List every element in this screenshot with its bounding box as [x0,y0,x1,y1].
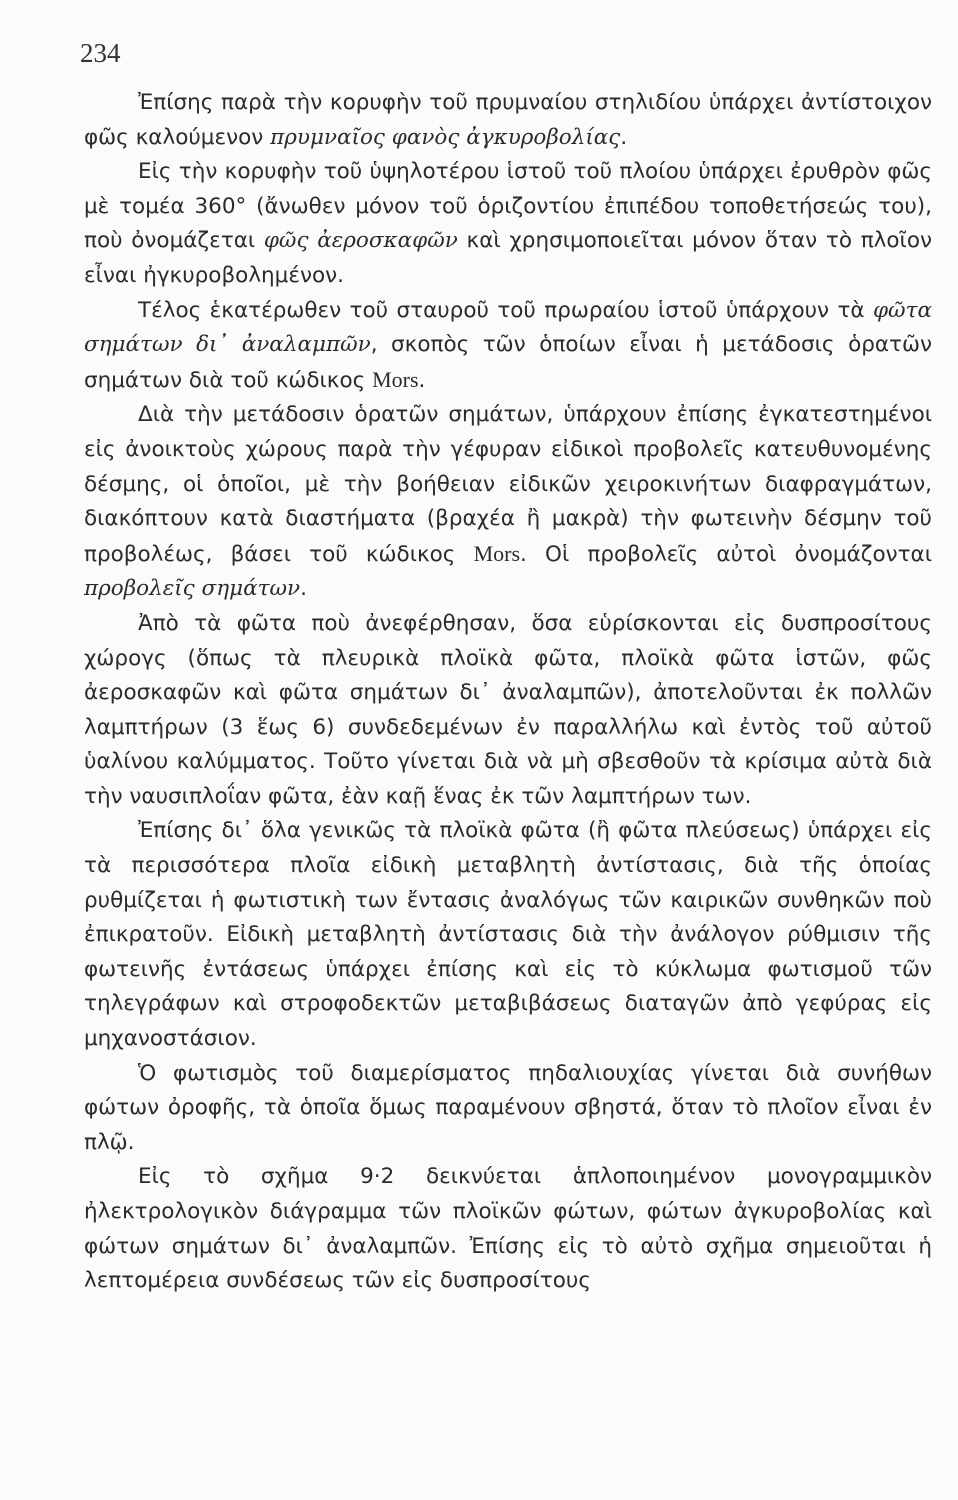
italic-term: προβολεῖς σημάτων [84,576,301,602]
italic-term: φῶτα σημάτων δι᾽ ἀναλαμπῶν [84,297,932,358]
text-run: Ἐπίσης παρὰ τὴν κορυφὴν τοῦ πρυμναίου στηλιδίου ὑπάρχει ἀντίστοιχον φῶς καλούμενον [84,90,932,150]
paragraph [84,607,932,815]
text-run: Τέλος ἑκατέρωθεν τοῦ σταυροῦ τοῦ πρωραίου ἱστοῦ ὑπάρχουν τὰ [138,297,873,323]
paragraph [84,398,932,607]
latin-term: Mors [473,540,521,566]
body-text [84,86,932,1299]
paragraph [84,1057,932,1161]
text-run: Ἀπὸ τὰ φῶτα ποὺ ἀνεφέρθησαν, ὅσα εὑρίσκονται εἰς δυσπροσίτους χώρογς (ὅπως τὰ πλευρικὰ πλοϊκὰ φῶτα, πλοϊκὰ φῶτα ἱστῶν, φῶς ἀεροσκαφῶν καὶ φῶτα σημάτων δι᾽ ἀναλαμπῶν), ἀποτελοῦνται ἐκ πολλῶν λαμπτήρων (3 ἕως 6) συνδεδεμένων ἐν παραλλήλω καὶ ἐντὸς τοῦ αὐτοῦ ὑαλίνου καλύμματος. Τοῦτο γίνεται διὰ νὰ μὴ σβεσθοῦν τὰ κρίσιμα αὐτὰ διὰ τὴν ναυσιπλοΐαν φῶτα, ἐὰν καῇ ἕνας ἐκ τῶν λαμπτήρων των. [84,610,932,809]
paragraph [84,814,932,1056]
paragraph [84,86,932,155]
italic-term: πρυμναῖος φανὸς ἀγκυροβολίας [270,124,621,150]
text-run: Ὁ φωτισμὸς τοῦ διαμερίσματος πηδαλιουχίας γίνεται διὰ συνήθων φώτων ὀροφῆς, τὰ ὁποῖα ὅμως παραμένουν σβηστά, ὅταν τὸ πλοῖον εἶναι ἐν πλῷ. [84,1060,932,1155]
text-run: Ἐπίσης δι᾽ ὅλα γενικῶς τὰ πλοϊκὰ φῶτα (ἢ φῶτα πλεύσεως) ὑπάρχει εἰς τὰ περισσότερα πλοῖα εἰδικὴ μεταβλητὴ ἀντίστασις, διὰ τῆς ὁποίας ρυθμίζεται ἡ φωτιστικὴ των ἔντασις ἀναλόγως τῶν καιρικῶν συνθηκῶν ποὺ ἐπικρατοῦν. Εἰδικὴ μεταβλητὴ ἀντίστασις διὰ τὴν ἀνάλογον ρύθμισιν τῆς φωτεινῆς ἐντάσεως ὑπάρχει ἐπίσης καὶ εἰς τὸ κύκλωμα φωτισμοῦ τῶν τηλεγράφων καὶ στροφοδεκτῶν μεταβιβάσεως διαταγῶν ἀπὸ γεφύρας εἰς μηχανοστάσιον. [84,818,932,1052]
paragraph [84,1160,932,1298]
text-run: Εἰς τὸ σχῆμα 9·2 δεικνύεται ἁπλοποιημένον μονογραμμικὸν ἠλεκτρολογικὸν διάγραμμα τῶν πλοϊκῶν φώτων, φώτων ἀγκυροβολίας καὶ φώτων σημάτων δι᾽ ἀναλαμπῶν. Ἐπίσης εἰς τὸ αὐτὸ σχῆμα σημειοῦται ἡ λεπτομέρεια συνδέσεως τῶν εἰς δυσπροσίτους [84,1164,932,1294]
text-run: . Οἱ προβολεῖς αὐτοὶ ὀνομάζονται [520,541,933,567]
text-run: καὶ χρησιμοποιεῖται μόνον ὅταν τὸ πλοῖον εἶναι ἠγκυροβολημένον. [84,228,932,288]
text-run: Εἰς τὴν κορυφὴν τοῦ ὑψηλοτέρου ἱστοῦ τοῦ πλοίου ὑπάρχει ἐρυθρὸν φῶς μὲ τομέα 360° (ἄνωθεν μόνον τοῦ ὁριζοντίου ἐπιπέδου τοποθετήσεώς του), ποὺ ὀνομάζεται [84,159,932,254]
paragraph [84,294,932,399]
page-number: 234 [80,38,121,68]
text-run: . [300,576,307,602]
paragraph [84,155,932,293]
text-run: , σκοπὸς τῶν ὁποίων εἶναι ἡ μετάδοσις ὁρατῶν σημάτων διὰ τοῦ κώδικος [84,332,933,393]
text-run: . [418,367,426,393]
text-run: . [620,124,628,150]
italic-term: φῶς ἀεροσκαφῶν [263,228,458,254]
latin-term: Mors [372,366,419,392]
text-run: Διὰ τὴν μετάδοσιν ὁρατῶν σημάτων, ὑπάρχουν ἐπίσης ἐγκατεστημένοι εἰς ἀνοικτοὺς χώρους παρὰ τὴν γέφυραν εἰδικοὶ προβολεῖς κατευθυνομένης δέσμης, οἱ ὁποῖοι, μὲ τὴν βοήθειαν εἰδικῶν χειροκινήτων διαφραγμάτων, διακόπτουν κατὰ διαστήματα (βραχέα ἢ μακρὰ) τὴν φωτεινὴν δέσμην τοῦ προβολέως, βάσει τοῦ κώδικος [84,402,932,567]
